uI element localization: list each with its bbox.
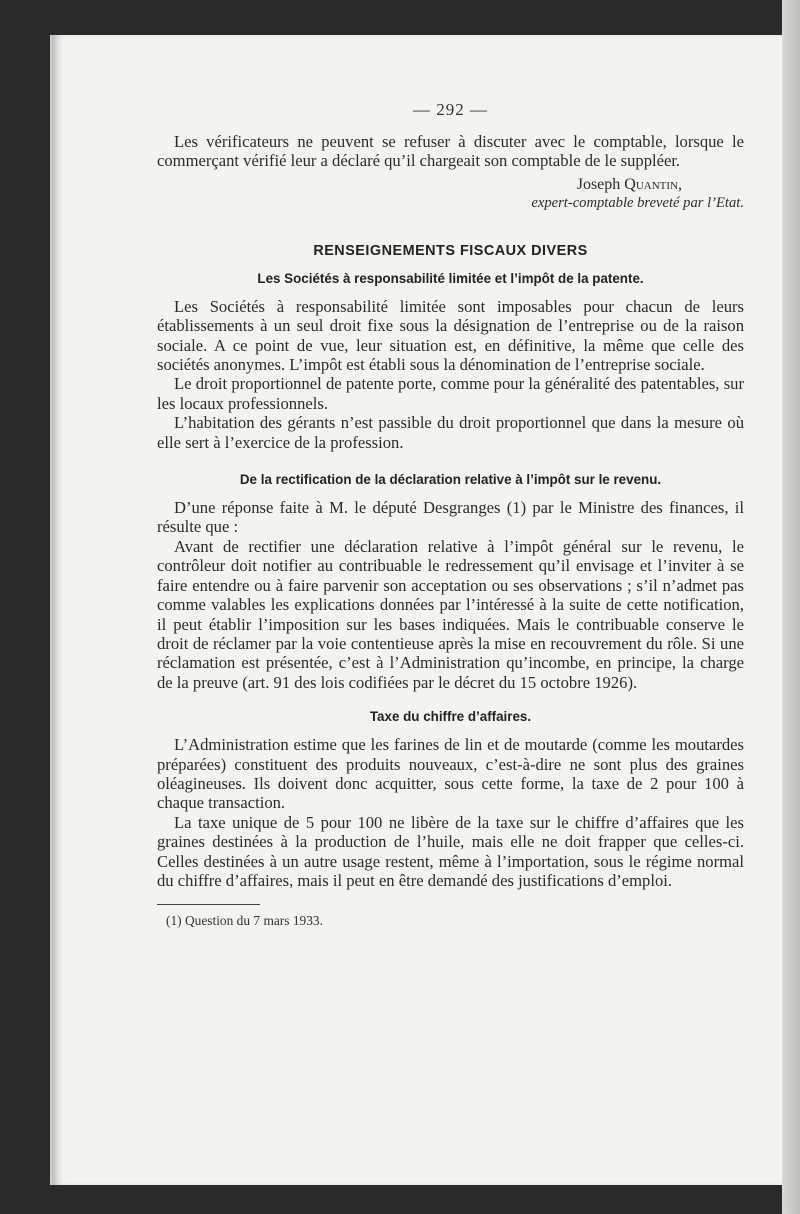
paragraph: Avant de rectifier une déclaration relative à l’impôt général sur le revenu, le contrôleur doit notifier au contribuable le redressement qu’il envisage et l’inviter à se faire entendre ou à faire parvenir son acceptation ou ses observations ; s’il n’admet pas comme valables les explications données par l’intéressé à la suite de cette notification, il peut établir l’imposition sur les bases indiquées. Mais le contribuable conserve le droit de réclamer par la voie contentieuse après la mise en recouvrement du rôle. Si une réclamation est présentée, c’est à l’Administration qu’incombe, en principe, la charge de la preuve (art. 91 des lois codifiées par le décret du 15 octobre 1926). — [157, 536, 744, 692]
paragraph: Les Sociétés à responsabilité limitée sont imposables pour chacun de leurs établissements à un seul droit fixe sous la désignation de l’entreprise ou de la raison sociale. A ce point de vue, leur situation est, en définitive, la même que celle des sociétés anonymes. L’impôt est établi sous la dénomination de l’entreprise sociale. — [157, 296, 744, 375]
section-heading-rectification: De la rectification de la déclaration relative à l’impôt sur le revenu. — [239, 472, 662, 488]
document-page — [50, 35, 787, 1185]
page-edge — [782, 0, 800, 1214]
paragraph: Le droit proportionnel de patente porte, comme pour la généralité des patentables, sur les locaux professionnels. — [157, 374, 744, 413]
paragraph: L’habitation des gérants n’est passible du droit proportionnel que dans la mesure où elle sert à l’exercice de la profession. — [157, 413, 744, 452]
signature-name — [157, 175, 744, 194]
signature-title: expert-comptable breveté par l’Etat. — [531, 194, 744, 211]
footnote: (1) Question du 7 mars 1933. — [166, 913, 323, 929]
spacer — [157, 692, 744, 709]
paragraph: D’une réponse faite à M. le député Desgranges (1) par le Ministre des finances, il résulte que : — [157, 498, 744, 537]
main-heading: RENSEIGNEMENTS FISCAUX DIVERS — [313, 242, 588, 259]
paragraph: L’Administration estime que les farines de lin et de moutarde (comme les moutardes préparées) constituent des produits nouveaux, c’est-à-dire ne sont plus des graines oléagineuses. Ils doivent donc acquitter, sous cette forme, la taxe de 2 pour 100 à chaque transaction. — [157, 735, 744, 813]
page-content — [157, 100, 744, 929]
section-heading-taxe: Taxe du chiffre d’affaires. — [369, 709, 532, 725]
spacer — [157, 452, 744, 472]
paragraph: La taxe unique de 5 pour 100 ne libère de la taxe sur le chiffre d’affaires que les graines destinées à la production de l’huile, mais elle ne doit frapper que celles-ci. Celles destinées à un autre usage restent, même à l’importation, sous le régime normal du chiffre d’affaires, mais il peut en être demandé des justifications d’emploi. — [157, 812, 744, 890]
footnote-divider — [157, 904, 260, 905]
signature-last-name: Quantin, — [624, 175, 682, 193]
page-number: — 292 — — [413, 100, 488, 119]
signature-first-name: Joseph — [576, 175, 621, 193]
signature-block — [157, 175, 744, 213]
intro-paragraph: Les vérificateurs ne peuvent se refuser à discuter avec le comptable, lorsque le commerçant vérifié leur a déclaré qu’il chargeait son comptable de le suppléer. — [157, 132, 744, 171]
section-heading-sarl: Les Sociétés à responsabilité limitée et l’impôt de la patente. — [257, 270, 644, 286]
